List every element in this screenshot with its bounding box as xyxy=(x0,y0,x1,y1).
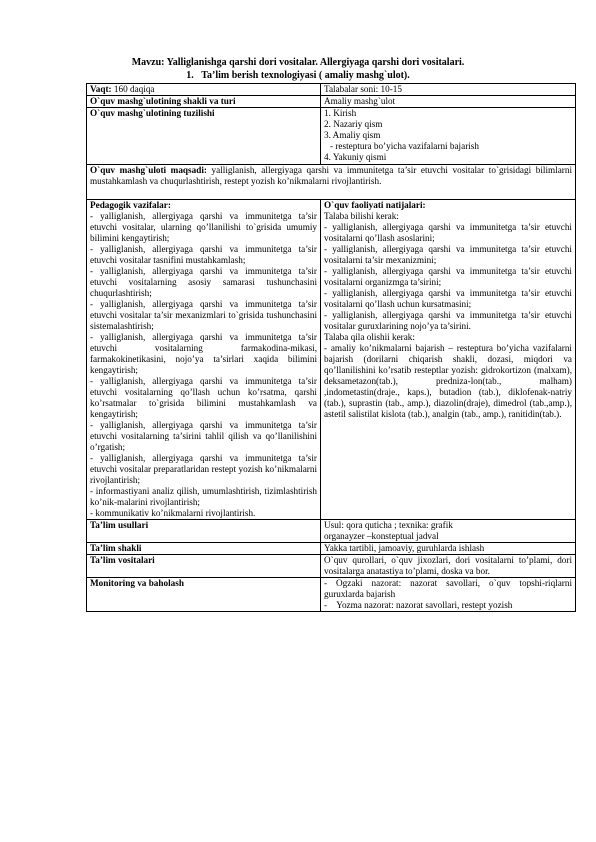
must-do-text: - amaliy ko’nikmalarni bajarish – resteptura bo’yicha vazifalarni bajarish (dorilarni chiqarish shakli, dozasi, miqdori va qo’llanilishini ko’rsatib resteptlar yozish: gidrokortizon (malxam), deksametazon(tab.), predniza-lon(tab., malham) ,indometastin(draje., kaps.), butadion (tab.), diklofenak-natriy (tab.), suprastin (tab., amp.), diazolin(draje), dimedrol (tab.,amp.), astetil salistilat kislota (tab.), analgin (tab., amp.), ranitidin(tab.). xyxy=(324,343,572,419)
list-item: - yalliglanish, allergiyaga qarshi va immunitetga ta’sir etuvchi vositalarning ta’sirini tahlil qilish va qo’llanilishini o’rgatish; xyxy=(90,420,317,452)
time-cell xyxy=(87,84,321,96)
table-row-tasks-results xyxy=(87,200,576,520)
list-item: - yalliglanish, allergiyaga qarshi va immunitetga ta’sir etuvchi vositalar preparatlaridan restept yozish ko’nikmalarni rivojlantirish; xyxy=(90,453,317,485)
list-item: - yalliglanish, allergiyaga qarshi va immunitetga ta’sir etuvchi vositalarni qo’llash asoslarini; xyxy=(324,222,572,243)
list-item: - yalliglanish, allergiyaga qarshi va immunitetga ta’sir etuvchi vositalar tasnifini mustahkamlash; xyxy=(90,244,317,265)
lesson-goal-label: O`quv mashg`uloti maqsadi: xyxy=(90,165,207,175)
must-do-heading: Talaba qila olishii kerak: xyxy=(324,332,415,342)
lesson-plan-table xyxy=(86,83,576,612)
monitoring-line: - Yozma nazorat: nazorat savollari, restept yozish xyxy=(324,600,513,610)
teaching-methods-value xyxy=(321,520,576,543)
students-count-cell: Talabalar soni: 10-15 xyxy=(321,84,576,96)
table-row-structure xyxy=(87,108,576,165)
list-item: - yalliglanish, allergiyaga qarshi va immunitetga ta’sir etuvchi vositalarning qo’llash uchun ko’rsatma, qarshi ko’rsatmalar to`grisida bilimini mustahkamlash va kengaytirish; xyxy=(90,376,317,419)
lesson-goal-cell xyxy=(87,165,576,200)
list-item: - yalliglanish, allergiyaga qarshi va immunitetga ta’sir etuvchi vositalar, ularning qo’llanilishi to`grisida umumiy bilimini kengaytirish; xyxy=(90,211,317,243)
teaching-tools-value: O`quv qurollari, o`quv jixozlari, dori vositalarni to’plami, dori vositalarga anatastiya to’plami, doska va bor. xyxy=(321,555,576,578)
time-label: Vaqt: xyxy=(90,84,112,94)
table-row-time xyxy=(87,84,576,96)
learning-outcomes-label: O`quv faoliyati natijalari: xyxy=(324,200,426,210)
monitoring-label: Monitoring va baholash xyxy=(87,578,321,612)
list-item: 2. Nazariy qism xyxy=(324,119,383,129)
lesson-structure-label: O`quv mashg`ulotining tuzilishi xyxy=(87,108,321,165)
list-item: - kommunikativ ko’nikmalarni rivojlantirish. xyxy=(90,508,256,518)
list-item: - yalliglanish, allergiyaga qarshi va immunitetga ta’sir etuvchi vositalarni qo’llash uchun kursatmasini; xyxy=(324,288,572,309)
lesson-topic-title: Mavzu: Yalliglanishga qarshi dori vositalar. Allergiyaga qarshi dori vositalari. xyxy=(131,57,465,68)
lesson-technology-subtitle: 1. Ta’lim berish texnologiyasi ( amaliy mashg`ulot). xyxy=(186,70,410,81)
list-item: - yalliglanish, allergiyaga qarshi va immunitetga ta’sir etuvchi vositalarni ta’sir mexanizmini; xyxy=(324,244,572,265)
teaching-form-value: Yakka tartibli, jamoaviy, guruhlarda ishlash xyxy=(321,543,576,555)
list-item: - yalliglanish, allergiyaga qarshi va immunitetga ta’sir etuvchi vositalarning farmakodina-mikasi, farmakokinetikasini, nojo’ya ta’sirlari xaqida bilimini kengaytirish; xyxy=(90,332,317,375)
list-item: - yalliglanish, allergiyaga qarshi va immunitetga ta’sir etuvchi vositalarning asosiy samarasi tushunchasini chuqurlashtirish; xyxy=(90,266,317,298)
table-row-goal xyxy=(87,165,576,200)
time-value: 160 daqiqa xyxy=(111,84,155,94)
learning-outcomes-cell xyxy=(321,200,576,520)
list-item: - yalliglanish, allergiyaga qarshi va immunitetga ta’sir etuvchi vositalarni organizmga ta’sirini; xyxy=(324,266,572,287)
teaching-methods-line: organayzer –konsteptual jadval xyxy=(324,531,439,541)
lesson-form-label: O`quv mashg`ulotining shakli va turi xyxy=(87,96,321,108)
table-row-monitoring xyxy=(87,578,576,612)
table-row-methods xyxy=(87,520,576,543)
table-row-form xyxy=(87,96,576,108)
teaching-tools-label: Ta’lim vositalari xyxy=(87,555,321,578)
list-item: - yalliglanish, allergiyaga qarshi va immunitetga ta’sir etuvchi vositalar guruxlarining nojo’ya ta’sirini. xyxy=(324,310,572,331)
must-know-heading: Talaba bilishi kerak: xyxy=(324,211,399,221)
monitoring-line: - Ogzaki nazorat: nazorat savollari, o`quv topshi-riqlarni guruxlarda bajarish xyxy=(324,578,572,599)
list-item: 4. Yakuniy qismi xyxy=(324,152,387,162)
list-item: - informastiyani analiz qilish, umumlashtirish, tizimlashtirish ko’nik-malarini rivojlantirish; xyxy=(90,486,317,507)
teaching-form-label: Ta’lim shakli xyxy=(87,543,321,555)
pedagogical-tasks-label: Pedagogik vazifalar: xyxy=(90,200,171,210)
list-item: - yalliglanish, allergiyaga qarshi va immunitetga ta’sir etuvchi vositalar ta’sir mexanizmlari to`grisida tushunchasini sistemalashtirish; xyxy=(90,299,317,331)
monitoring-value xyxy=(321,578,576,612)
list-item: 3. Amaliy qism xyxy=(324,130,381,140)
lesson-form-value: Amaliy mashg`ulot xyxy=(321,96,576,108)
teaching-methods-line: Usul: qora quticha ; texnika: grafik xyxy=(324,520,453,530)
table-row-tools xyxy=(87,555,576,578)
list-item: - resteptura bo’yicha vazifalarni bajarish xyxy=(330,141,479,151)
teaching-methods-label: Ta’lim usullari xyxy=(87,520,321,543)
table-row-teaching-form xyxy=(87,543,576,555)
lesson-goal-text: yalliglanish, allergiyaga qarshi va immunitetga ta’sir etuvchi vositalar to`grisidagi bilimlarni mustahkamlash va chuqurlashtirish, restept yozish ko’nikmalarni rivojlantirish. xyxy=(90,165,572,186)
lesson-structure-list xyxy=(321,108,576,165)
list-item: 1. Kirish xyxy=(324,108,357,118)
pedagogical-tasks-cell xyxy=(87,200,321,520)
